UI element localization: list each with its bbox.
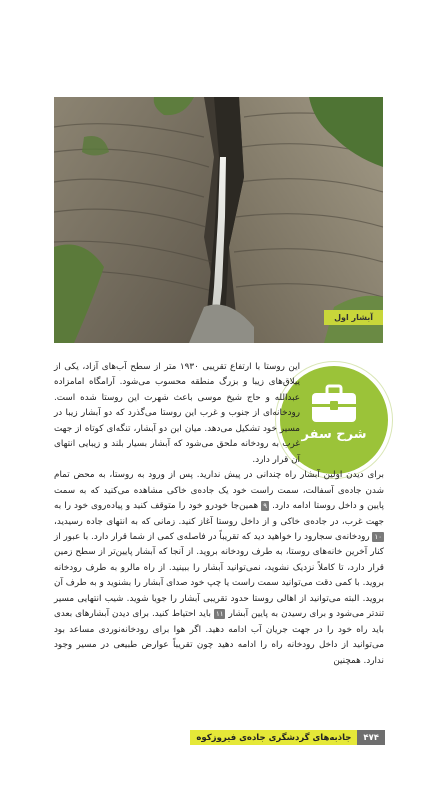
directions-part-2: همین‌جا خودرو خود را متوقف کنید و پیاده‌روی خود را به جهت غرب، در جاده‌ی خاکی و از داخل روستا آغاز کنید. زمانی که به انتهای جاده رسیدید، [54,501,384,527]
waterfall-photo [54,97,383,343]
photo-ref-tag-11: ۱۱ [215,610,224,619]
directions-part-3: رودخانه‌ی سجارود را خواهید دید که تقریباً در فاصله‌ی کمی از شما قرار دارد. با عبور از کنار آخرین خانه‌های روستا، به طرف رودخانه بروید. از آنجا که آبشار پایین‌تر از سطح زمین قرار دارد، تا کاملاً نزدیک نشوید، نمی‌توانید آبشار را ببینید. از راه مالرو به طرف رودخانه بروید. با کمی دقت می‌توانید سمت راست یا چپ خود صدای آبشار را بشنوید و به طرف آن بروید. البته می‌توانید از اهالی روستا حدود تقریبی آبشار را جویا شوید. شیب انتهایی مسیر تندتر می‌شود و برای رسیدن به پایین آبشار [54,531,385,620]
paragraph-directions [54,468,384,669]
paragraph-intro: این روستا با ارتفاع تقریبی ۱۹۳۰ متر از سطح آب‌های آزاد، یکی از ییلاق‌های زیبا و بزرگ منطقه محسوب می‌شود. آرامگاه امامزاده عبدالله و حاج شیخ موسی باعث شهرت این روستا شده است. رودخانه‌ای از جنوب و غرب این روستا می‌گذرد که دو آبشار زیبا در مسیر خود تشکیل می‌دهد. میان این دو آبشار، تنگه‌ای کوتاه از جهت غرب به رودخانه ملحق می‌شود که آبشار بسیار بلند و زیبایی انتهای آن قرار دارد. [54,362,301,465]
article-body [54,360,384,669]
photo-ref-tag-9: ۹ [263,502,268,511]
directions-part-1: برای دیدن اولین آبشار راه چندانی در پیش ندارید. پس از ورود به روستا، به محض تمام شدن جاده‌ی آسفالت، سمت راست خود یک جاده‌ی خاکی مشاهده می‌کنید که به سمت پایین و داخل روستا ادامه دارد. [54,470,385,512]
photo-ref-tag-10: ۱۰ [374,532,383,541]
waterfall-image [54,97,383,343]
book-title: جاذبه‌های گردشگری جاده‌ی فیروزکوه [196,732,352,743]
badge-label: شرح سفر [301,427,367,442]
page-footer [190,730,385,745]
page-number: ۴۷۴ [357,730,385,745]
directions-part-4: باید احتیاط کنید. برای دیدن آبشارهای بعدی باید راه خود را در جهت جریان آب ادامه دهید. اگر هوا برای رودخانه‌نوردی مساعد بود می‌توانید از داخل رودخانه راه را ادامه دهید چون تقریباً عوارض طبیعی در مسیر وجود ندارد. همچنین [54,609,384,666]
badge-spacer [304,360,384,464]
photo-caption: آبشار اول [324,310,383,325]
